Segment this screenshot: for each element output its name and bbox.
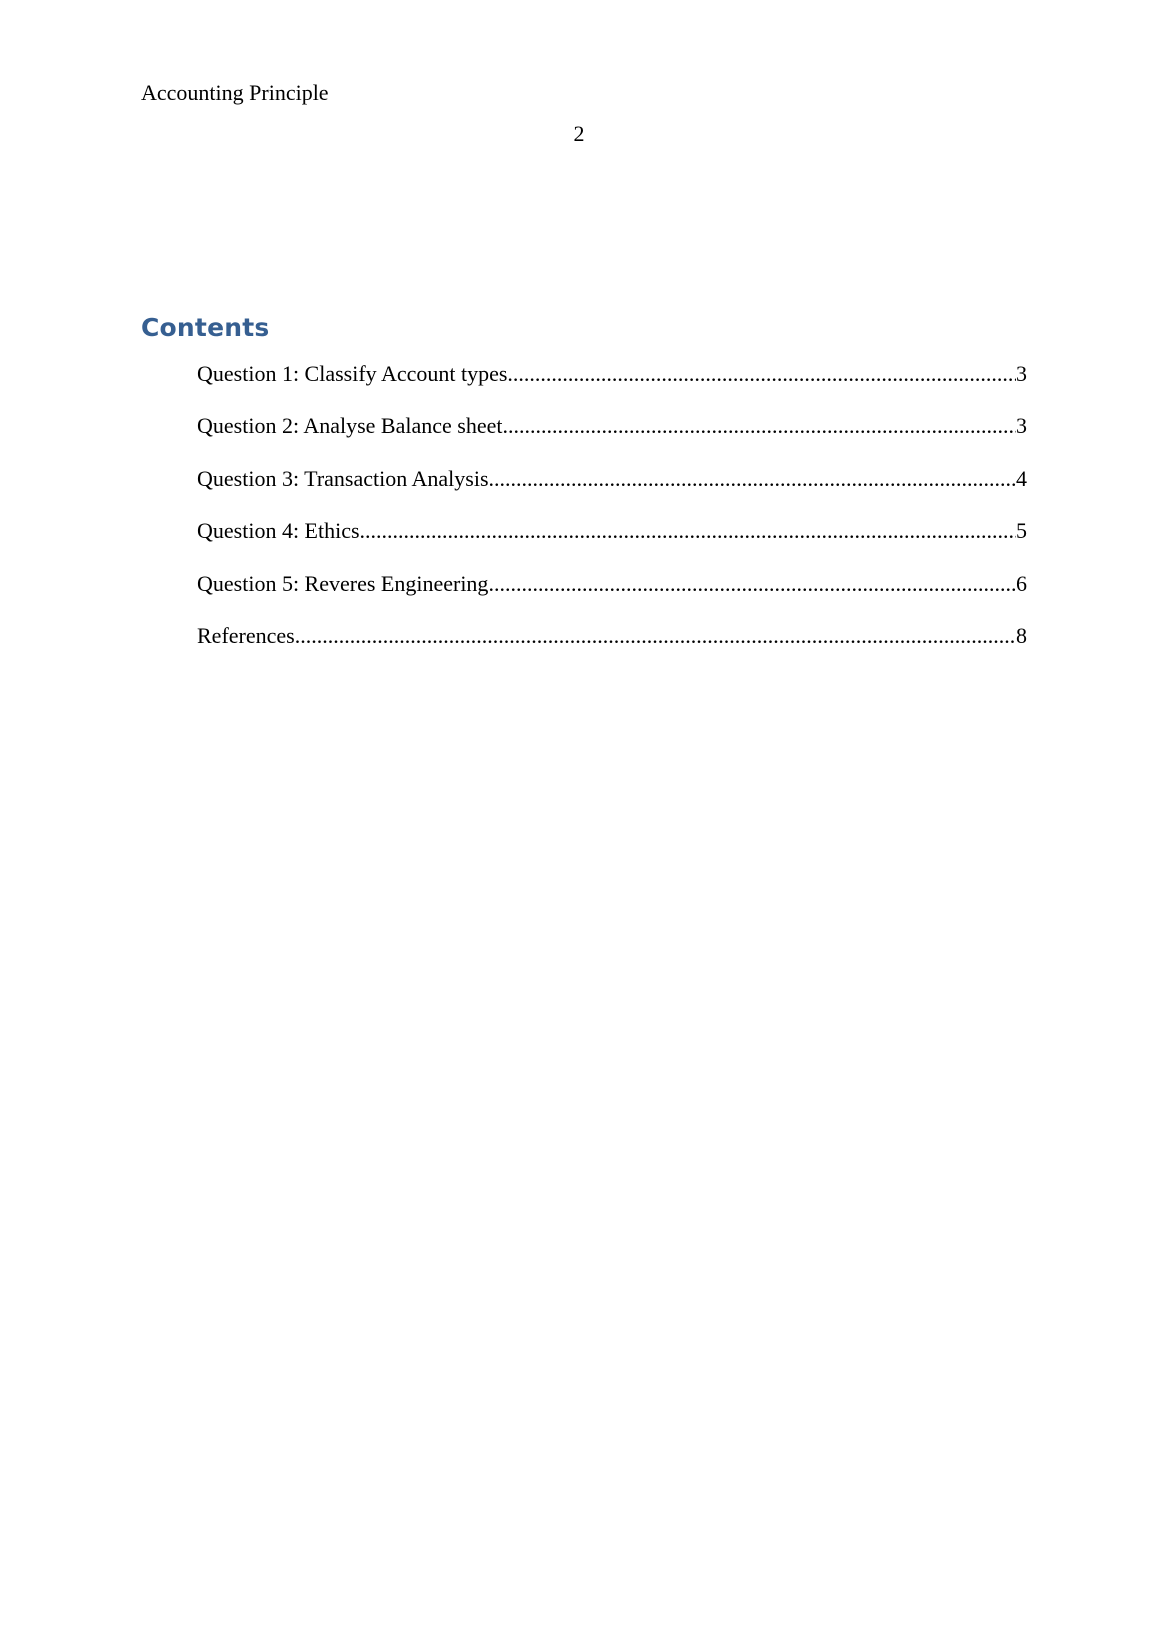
toc-dot-leader <box>489 466 1016 492</box>
toc-entry-title: Question 5: Reveres Engineering <box>197 570 489 596</box>
page-number: 2 <box>573 121 585 146</box>
toc-entry-title: Question 3: Transaction Analysis <box>197 465 489 491</box>
toc-entry-title: References <box>197 622 295 648</box>
toc-entry-question-2[interactable] <box>197 413 1027 465</box>
toc-entry-question-3[interactable] <box>197 466 1027 518</box>
toc-entry-question-4[interactable] <box>197 518 1027 570</box>
table-of-contents <box>197 361 1027 675</box>
running-header: Accounting Principle <box>141 80 329 105</box>
toc-entry-page: 3 <box>1016 413 1027 439</box>
toc-entry-title: Question 4: Ethics <box>197 518 360 544</box>
toc-dot-leader <box>507 361 1016 387</box>
toc-entry-page: 4 <box>1016 465 1027 491</box>
toc-dot-leader <box>295 623 1016 649</box>
toc-entry-question-5[interactable] <box>197 571 1027 623</box>
toc-dot-leader <box>502 413 1016 439</box>
toc-entry-page: 5 <box>1016 518 1027 544</box>
toc-dot-leader <box>488 571 1016 597</box>
toc-heading: Contents <box>141 313 270 342</box>
toc-entry-title: Question 1: Classify Account types <box>197 361 508 386</box>
toc-entry-references[interactable] <box>197 623 1027 675</box>
toc-entry-page: 3 <box>1016 361 1027 386</box>
toc-entry-title: Question 2: Analyse Balance sheet <box>197 413 503 439</box>
toc-entry-page: 6 <box>1016 570 1027 596</box>
toc-entry-page: 8 <box>1016 622 1027 648</box>
toc-dot-leader <box>360 518 1016 544</box>
toc-entry-question-1[interactable] <box>197 361 1027 413</box>
